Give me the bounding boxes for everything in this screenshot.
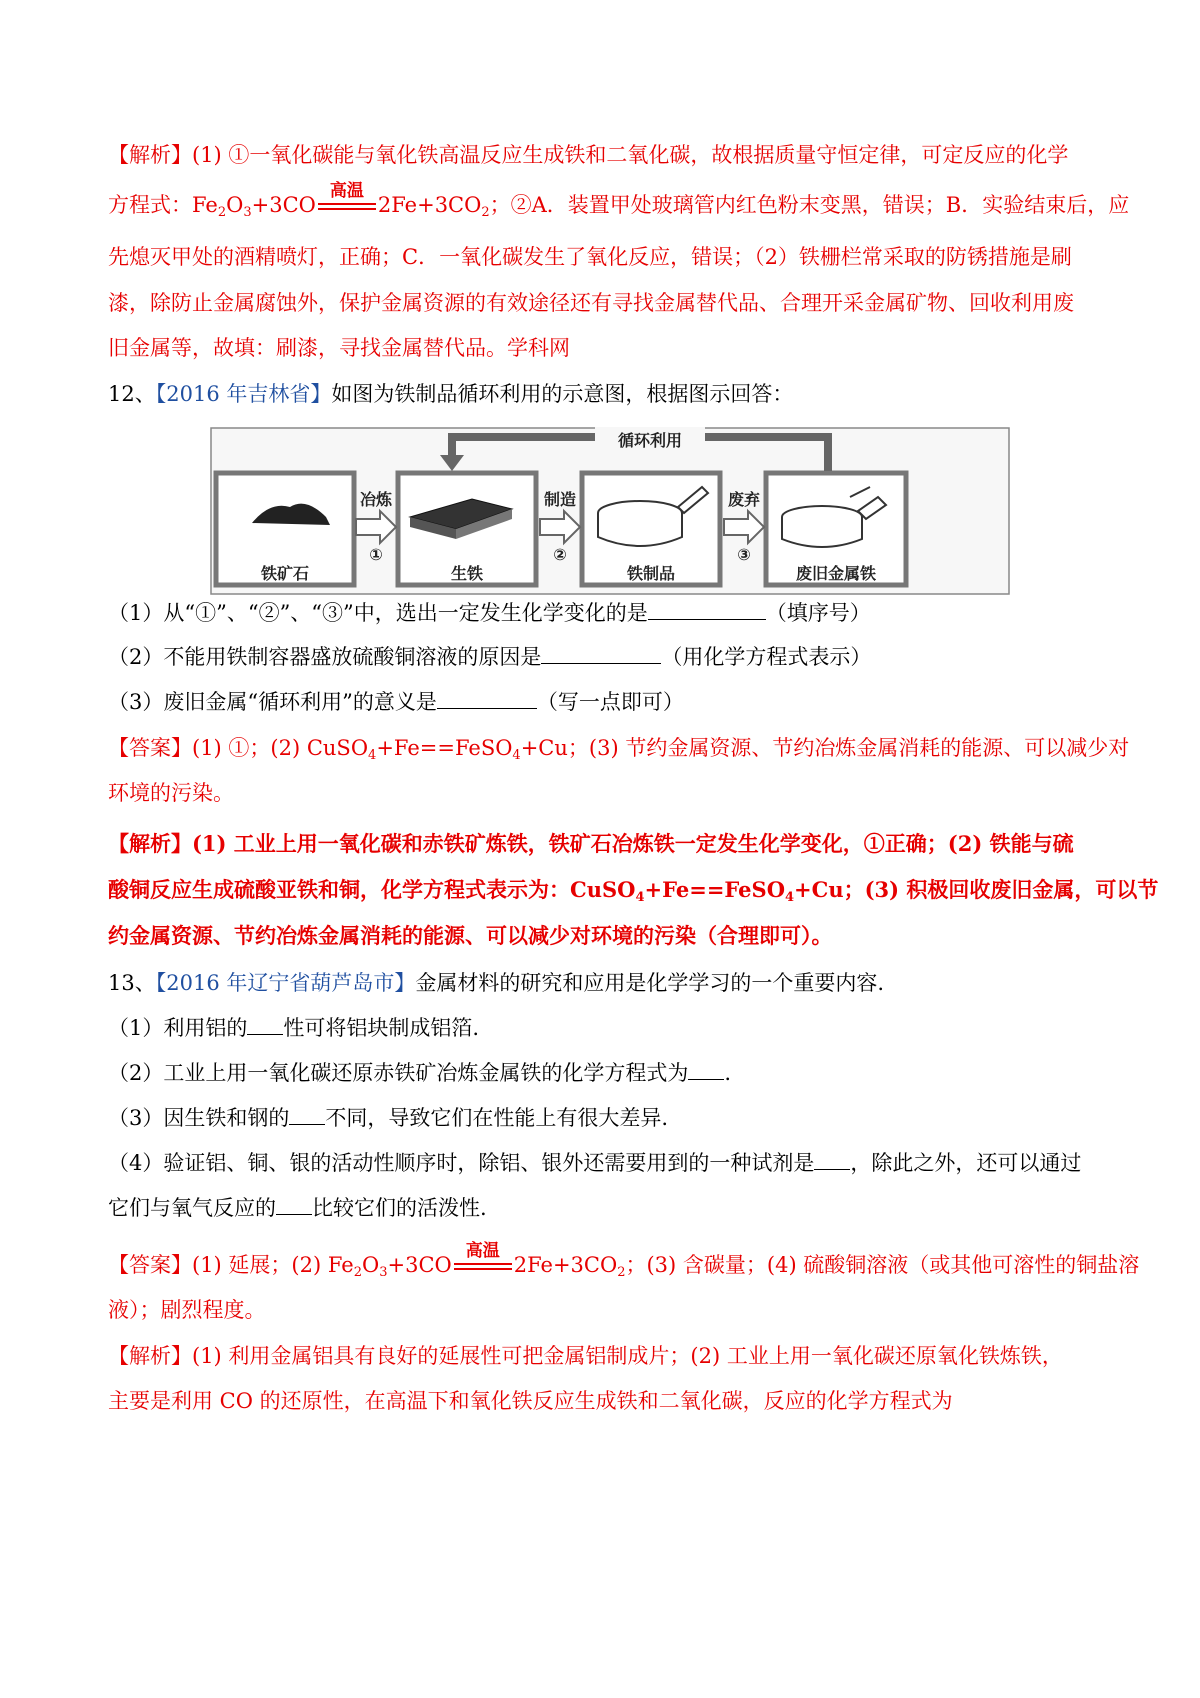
answer-blank[interactable] — [688, 1061, 724, 1080]
reaction-condition: 高温 — [316, 190, 378, 220]
box-label-ore: 铁矿石 — [260, 564, 309, 583]
reaction-condition: 高温 — [452, 1250, 514, 1280]
box-label-iron-product: 铁制品 — [626, 564, 675, 583]
answer-blank[interactable] — [289, 1106, 325, 1125]
question-12-part-2: （2）不能用铁制容器盛放硫酸铜溶液的原因是 （用化学方程式表示） — [108, 645, 872, 669]
answer-12-line-2: 环境的污染。 — [108, 781, 234, 805]
analysis-12-line-1: 【解析】(1) 工业上用一氧化碳和赤铁矿炼铁，铁矿石冶炼铁一定发生化学变化，①正确；(2) 铁能与硫 — [108, 831, 1074, 856]
loop-label: 循环利用 — [617, 431, 682, 450]
analysis-13-line-2: 主要是利用 CO 的还原性，在高温下和氧化铁反应生成铁和二氧化碳，反应的化学方程式为 — [108, 1389, 953, 1413]
box-label-pig-iron: 生铁 — [450, 564, 483, 583]
answer-13-line-1: 【答案】(1) 延展；(2) $Fe_2O_3+3CO$ 高温 $2Fe+3CO_2$；(3) 含碳量；(4) 硫酸铜溶液（或其他可溶性的铜盐溶 — [108, 1241, 1140, 1280]
arrow-label-1: 冶炼 — [359, 490, 392, 509]
answer-blank[interactable] — [541, 645, 661, 664]
question-source: 【2016 年辽宁省葫芦岛市】 — [155, 971, 416, 995]
question-13-part-2: （2）工业上用一氧化碳还原赤铁矿冶炼金属铁的化学方程式为 . — [108, 1061, 732, 1085]
answer-13-line-2: 液）；剧烈程度。 — [108, 1298, 266, 1322]
question-12-part-1: （1）从“①”、“②”、“③”中，选出一定发生化学变化的是 （填序号） — [108, 601, 871, 625]
question-12-stem: 12、【2016 年吉林省】如图为铁制品循环利用的示意图，根据图示回答： — [108, 382, 794, 406]
answer-blank[interactable] — [276, 1196, 312, 1215]
analysis-line-4: 漆，除防止金属腐蚀外，保护金属资源的有效途径还有寻找金属替代品、合理开采金属矿物、回收利用废 — [108, 291, 1074, 315]
question-13-part-1: （1）利用铝的 性可将铝块制成铝箔. — [108, 1016, 480, 1040]
analysis-line-1: 【解析】(1) ①一氧化碳能与氧化铁高温反应生成铁和二氧化碳，故根据质量守恒定律，可定反应的化学 — [108, 143, 1069, 167]
answer-blank[interactable] — [247, 1016, 283, 1035]
analysis-12-line-3: 约金属资源、节约冶炼金属消耗的能源、可以减少对环境的污染（合理即可）。 — [108, 923, 833, 948]
arrow-label-2: 制造 — [543, 490, 576, 509]
question-13-stem: 13、【2016 年辽宁省葫芦岛市】金属材料的研究和应用是化学学习的一个重要内容. — [108, 971, 885, 995]
answer-blank[interactable] — [814, 1151, 850, 1170]
analysis-line-2: 方程式：$Fe_2O_3+3CO$ 高温 $2Fe+3CO_2$；②A．装置甲处玻璃管内红色粉末变黑，错误；B．实验结束后，应 — [108, 181, 1130, 220]
question-12-part-3: （3）废旧金属“循环利用”的意义是 （写一点即可） — [108, 690, 684, 714]
iron-recycling-diagram — [210, 427, 1010, 595]
answer-12-line-1: 【答案】(1) ①；(2) CuSO$_4$+Fe==FeSO$_4$+Cu；(3) 节约金属资源、节约冶炼金属消耗的能源、可以减少对 — [108, 736, 1130, 763]
question-source: 【2016 年吉林省】 — [155, 382, 332, 406]
answer-blank[interactable] — [437, 690, 537, 709]
analysis-12-line-2: 酸铜反应生成硫酸亚铁和铜，化学方程式表示为：CuSO$_4$+Fe==FeSO$_4$+Cu；(3) 积极回收废旧金属，可以节 — [108, 877, 1159, 905]
analysis-line-5: 旧金属等，故填：刷漆，寻找金属替代品。学科网 — [108, 336, 570, 360]
step-number-1: ① — [369, 545, 383, 564]
box-label-scrap-iron: 废旧金属铁 — [795, 564, 876, 583]
answer-blank[interactable] — [648, 601, 766, 620]
question-13-part-3: （3）因生铁和钢的 不同，导致它们在性能上有很大差异. — [108, 1106, 669, 1130]
arrow-label-3: 废弃 — [727, 490, 760, 509]
question-13-part-4: （4）验证铝、铜、银的活动性顺序时，除铝、银外还需要用到的一种试剂是 ，除此之外，还可以通过 — [108, 1151, 1082, 1175]
step-number-2: ② — [553, 545, 567, 564]
question-13-part-4-cont: 它们与氧气反应的 比较它们的活泼性. — [108, 1196, 487, 1220]
analysis-13-line-1: 【解析】(1) 利用金属铝具有良好的延展性可把金属铝制成片；(2) 工业上用一氧化碳还原氧化铁炼铁， — [108, 1344, 1063, 1368]
analysis-line-3: 先熄灭甲处的酒精喷灯，正确；C．一氧化碳发生了氧化反应，错误；（2）铁栅栏常采取的防锈措施是刷 — [108, 245, 1072, 269]
step-number-3: ③ — [737, 545, 751, 564]
